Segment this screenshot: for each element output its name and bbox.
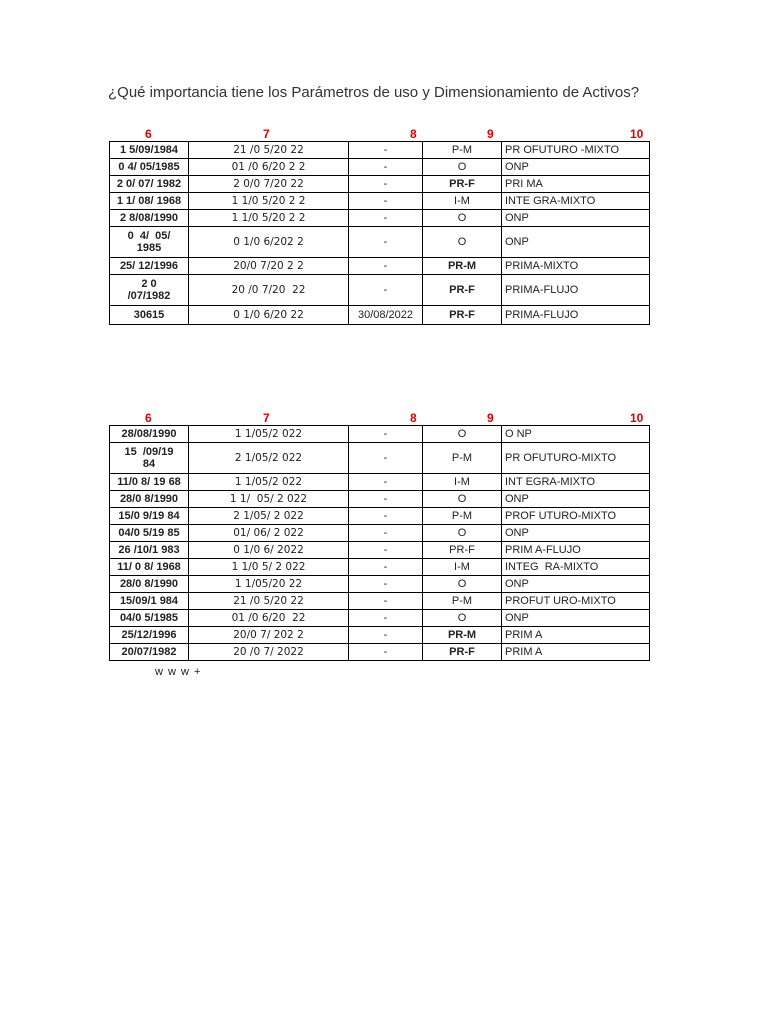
cell-col-6: 28/0 8/1990 [110, 576, 189, 593]
cell-col-10: INTE GRA-MIXTO [502, 193, 650, 210]
cell-col-7: 20 /0 7/20 22 [189, 275, 349, 306]
cell-col-6: 15/09/1 984 [110, 593, 189, 610]
col-7-header: 7 [263, 411, 270, 425]
cell-col-7: 1 1/0 5/ 2 022 [189, 559, 349, 576]
col-10-header: 10 [630, 127, 644, 141]
cell-col-7: 0 1/0 6/202 2 [189, 227, 349, 258]
cell-col-8: - [349, 193, 423, 210]
cell-col-9: I-M [423, 559, 502, 576]
cell-col-10: ONP [502, 227, 650, 258]
table-row [110, 610, 650, 627]
col-9-header: 9 [487, 127, 494, 141]
cell-col-9: I-M [423, 193, 502, 210]
footnote-text: w w w + [155, 666, 202, 678]
cell-col-7: 21 /0 5/20 22 [189, 142, 349, 159]
cell-col-7: 1 1/05/2 022 [189, 426, 349, 443]
cell-col-8: - [349, 542, 423, 559]
cell-col-9: O [423, 210, 502, 227]
cell-col-7: 1 1/0 5/20 2 2 [189, 210, 349, 227]
cell-col-10: INT EGRA-MIXTO [502, 474, 650, 491]
cell-col-6: 28/08/1990 [110, 426, 189, 443]
cell-col-6: 2 0 /07/1982 [110, 275, 189, 306]
cell-col-7: 1 1/05/2 022 [189, 474, 349, 491]
cell-col-7: 0 1/0 6/ 2022 [189, 542, 349, 559]
table-row [110, 644, 650, 661]
cell-col-6: 04/0 5/1985 [110, 610, 189, 627]
table-row [110, 542, 650, 559]
cell-col-10: PRIM A [502, 627, 650, 644]
cell-col-9: PR-F [423, 306, 502, 325]
cell-col-6: 2 8/08/1990 [110, 210, 189, 227]
cell-col-9: O [423, 610, 502, 627]
table-row [110, 491, 650, 508]
cell-col-6: 30615 [110, 306, 189, 325]
cell-col-7: 1 1/ 05/ 2 022 [189, 491, 349, 508]
cell-col-10: ONP [502, 576, 650, 593]
cell-col-10: O NP [502, 426, 650, 443]
cell-col-9: P-M [423, 443, 502, 474]
cell-col-6: 15 /09/19 84 [110, 443, 189, 474]
col-10-header: 10 [630, 411, 644, 425]
table-1-header [109, 127, 649, 141]
cell-col-8: - [349, 508, 423, 525]
cell-col-7: 01 /0 6/20 2 2 [189, 159, 349, 176]
table-2-body [110, 426, 650, 661]
table-2 [109, 411, 649, 661]
cell-col-8: - [349, 593, 423, 610]
cell-col-6: 28/0 8/1990 [110, 491, 189, 508]
cell-col-7: 2 1/05/2 022 [189, 443, 349, 474]
cell-col-6: 1 1/ 08/ 1968 [110, 193, 189, 210]
table-row [110, 159, 650, 176]
cell-col-8: - [349, 159, 423, 176]
cell-col-6: 26 /10/1 983 [110, 542, 189, 559]
cell-col-7: 01 /0 6/20 22 [189, 610, 349, 627]
cell-col-7: 20/0 7/20 2 2 [189, 258, 349, 275]
cell-col-10: PR OFUTURO-MIXTO [502, 443, 650, 474]
cell-col-9: PR-F [423, 644, 502, 661]
cell-col-8: - [349, 610, 423, 627]
cell-col-9: O [423, 159, 502, 176]
table-2-header [109, 411, 649, 425]
cell-col-6: 1 5/09/1984 [110, 142, 189, 159]
cell-col-9: P-M [423, 593, 502, 610]
cell-col-10: ONP [502, 525, 650, 542]
col-6-header: 6 [145, 411, 152, 425]
cell-col-9: PR-F [423, 176, 502, 193]
cell-col-6: 04/0 5/19 85 [110, 525, 189, 542]
cell-col-8: - [349, 426, 423, 443]
cell-col-8: - [349, 275, 423, 306]
cell-col-6: 15/0 9/19 84 [110, 508, 189, 525]
table-row [110, 210, 650, 227]
cell-col-10: PR OFUTURO -MIXTO [502, 142, 650, 159]
cell-col-7: 1 1/05/20 22 [189, 576, 349, 593]
cell-col-8: - [349, 227, 423, 258]
col-8-header: 8 [410, 127, 417, 141]
col-8-header: 8 [410, 411, 417, 425]
table-1-body [110, 142, 650, 325]
cell-col-10: ONP [502, 491, 650, 508]
cell-col-8: - [349, 258, 423, 275]
cell-col-7: 2 0/0 7/20 22 [189, 176, 349, 193]
table-row [110, 306, 650, 325]
cell-col-10: PROFUT URO-MIXTO [502, 593, 650, 610]
cell-col-8: - [349, 559, 423, 576]
cell-col-6: 2 0/ 07/ 1982 [110, 176, 189, 193]
cell-col-10: ONP [502, 159, 650, 176]
table-row [110, 525, 650, 542]
cell-col-7: 1 1/0 5/20 2 2 [189, 193, 349, 210]
cell-col-10: PRIMA-MIXTO [502, 258, 650, 275]
cell-col-6: 11/ 0 8/ 1968 [110, 559, 189, 576]
cell-col-9: O [423, 576, 502, 593]
cell-col-10: PROF UTURO-MIXTO [502, 508, 650, 525]
table-row [110, 559, 650, 576]
cell-col-7: 21 /0 5/20 22 [189, 593, 349, 610]
cell-col-10: ONP [502, 610, 650, 627]
table-row [110, 576, 650, 593]
question-text: ¿Qué importancia tiene los Parámetros de uso y Dimensionamiento de Activos? [108, 84, 640, 101]
cell-col-8: - [349, 627, 423, 644]
table-row [110, 443, 650, 474]
cell-col-9: O [423, 491, 502, 508]
cell-col-6: 25/ 12/1996 [110, 258, 189, 275]
table-1 [109, 127, 649, 325]
cell-col-7: 0 1/0 6/20 22 [189, 306, 349, 325]
cell-col-10: PRIMA-FLUJO [502, 306, 650, 325]
cell-col-7: 01/ 06/ 2 022 [189, 525, 349, 542]
table-row [110, 176, 650, 193]
cell-col-6: 11/0 8/ 19 68 [110, 474, 189, 491]
cell-col-8: - [349, 142, 423, 159]
cell-col-9: PR-M [423, 627, 502, 644]
cell-col-8: - [349, 644, 423, 661]
cell-col-9: I-M [423, 474, 502, 491]
table-row [110, 275, 650, 306]
cell-col-8: - [349, 176, 423, 193]
cell-col-6: 0 4/ 05/1985 [110, 159, 189, 176]
table-row [110, 627, 650, 644]
cell-col-10: PRIMA-FLUJO [502, 275, 650, 306]
cell-col-8: - [349, 210, 423, 227]
table-row [110, 258, 650, 275]
cell-col-10: PRIM A-FLUJO [502, 542, 650, 559]
cell-col-9: PR-F [423, 275, 502, 306]
cell-col-7: 2 1/05/ 2 022 [189, 508, 349, 525]
cell-col-9: P-M [423, 142, 502, 159]
cell-col-10: ONP [502, 210, 650, 227]
cell-col-8: 30/08/2022 [349, 306, 423, 325]
cell-col-10: PRI MA [502, 176, 650, 193]
cell-col-9: P-M [423, 508, 502, 525]
cell-col-8: - [349, 443, 423, 474]
cell-col-9: O [423, 525, 502, 542]
col-9-header: 9 [487, 411, 494, 425]
cell-col-9: PR-M [423, 258, 502, 275]
table-row [110, 193, 650, 210]
cell-col-6: 20/07/1982 [110, 644, 189, 661]
col-7-header: 7 [263, 127, 270, 141]
cell-col-8: - [349, 474, 423, 491]
cell-col-8: - [349, 576, 423, 593]
table-row [110, 227, 650, 258]
cell-col-6: 0 4/ 05/ 1985 [110, 227, 189, 258]
table-row [110, 593, 650, 610]
table-row [110, 508, 650, 525]
cell-col-8: - [349, 525, 423, 542]
cell-col-9: O [423, 227, 502, 258]
cell-col-9: PR-F [423, 542, 502, 559]
table-row [110, 474, 650, 491]
cell-col-7: 20 /0 7/ 2022 [189, 644, 349, 661]
cell-col-10: PRIM A [502, 644, 650, 661]
table-row [110, 142, 650, 159]
cell-col-7: 20/0 7/ 202 2 [189, 627, 349, 644]
col-6-header: 6 [145, 127, 152, 141]
cell-col-9: O [423, 426, 502, 443]
cell-col-10: INTEG RA-MIXTO [502, 559, 650, 576]
cell-col-6: 25/12/1996 [110, 627, 189, 644]
cell-col-8: - [349, 491, 423, 508]
table-row [110, 426, 650, 443]
